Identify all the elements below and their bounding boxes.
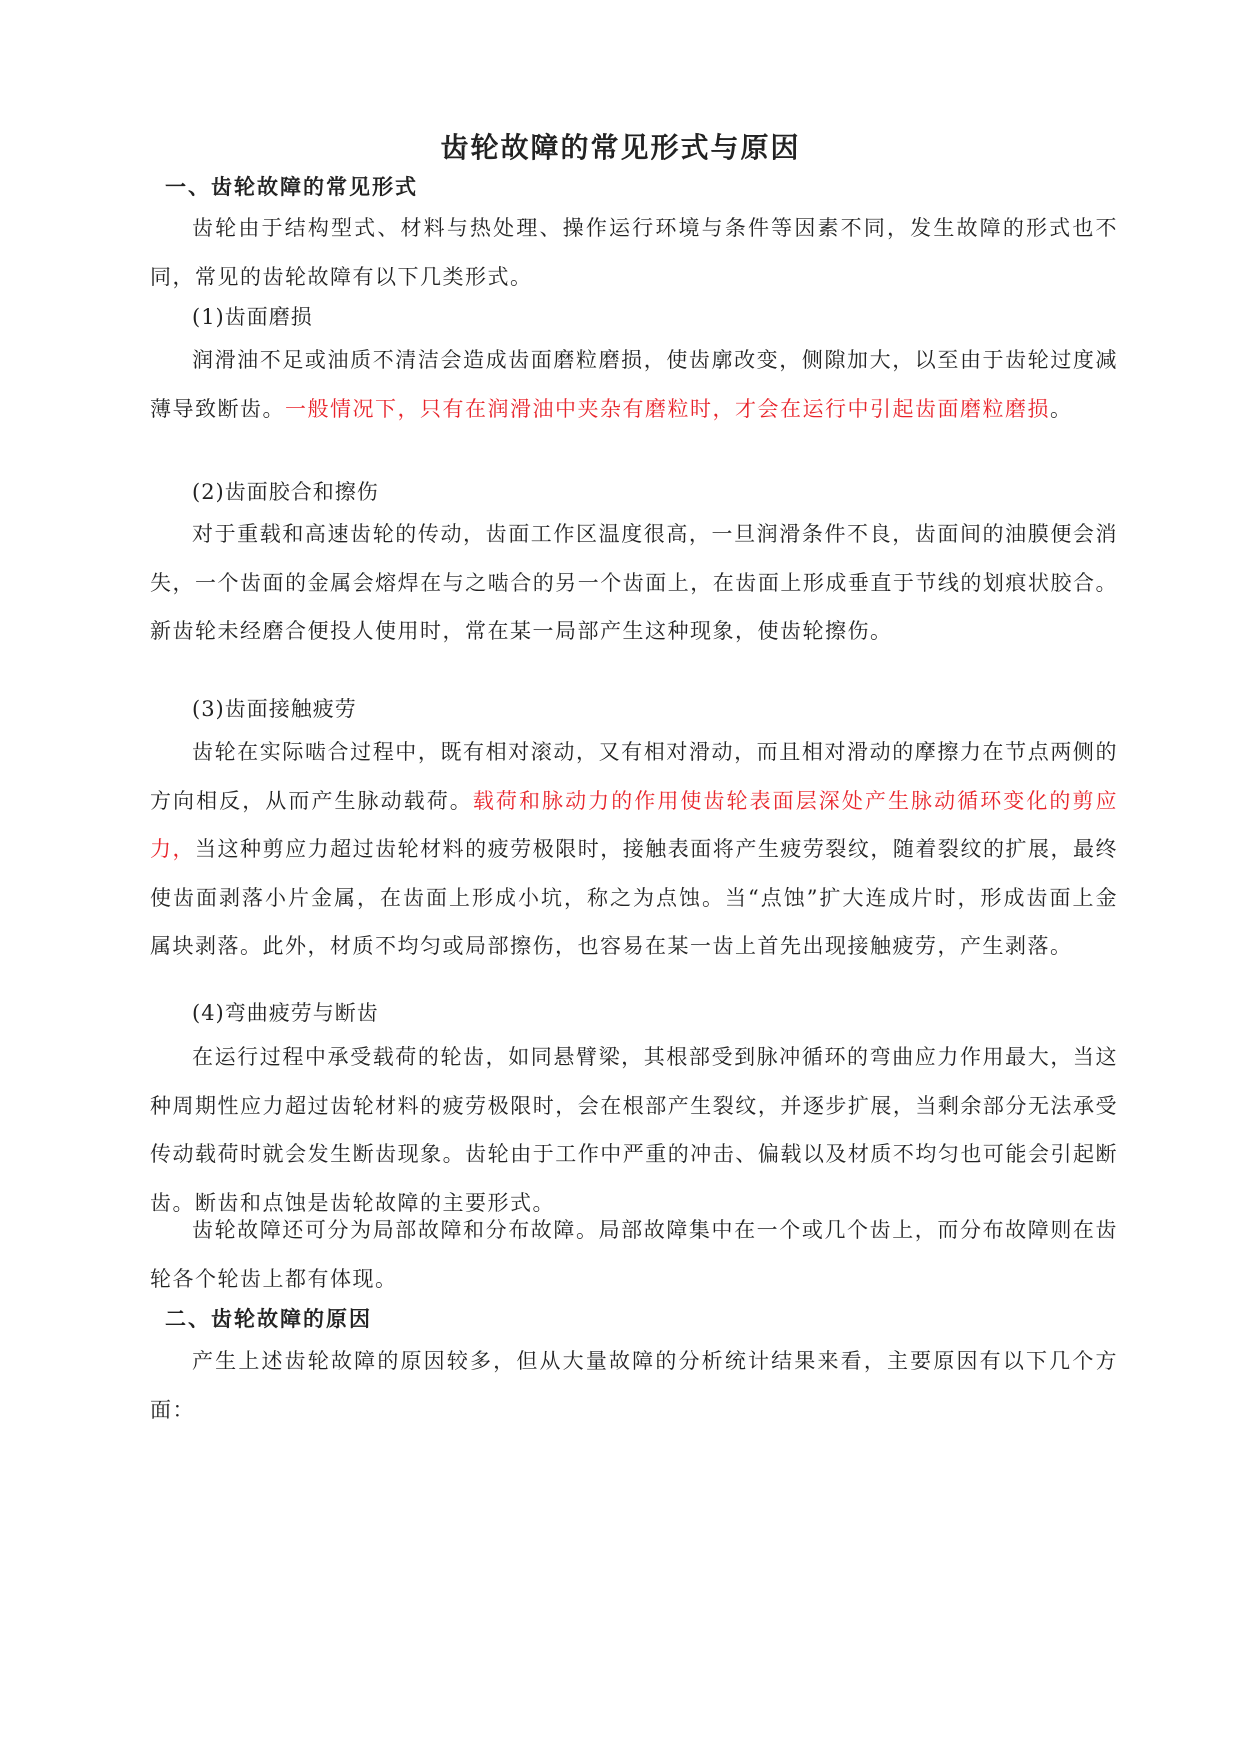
section1-intro: 齿轮由于结构型式、材料与热处理、操作运行环境与条件等因素不同，发生故障的形式也不同，常见的齿轮故障有以下几类形式。 — [150, 216, 1118, 289]
item1-end: 。 — [1050, 396, 1073, 421]
section-heading-1: 一、齿轮故障的常见形式 — [165, 174, 418, 199]
section1-summary: 齿轮故障还可分为局部故障和分布故障。局部故障集中在一个或几个齿上，而分布故障则在齿轮各个轮齿上都有体现。 — [150, 1218, 1118, 1291]
page-title: 齿轮故障的常见形式与原因 — [440, 131, 801, 164]
item4-label: (4)弯曲疲劳与断齿 — [192, 1001, 379, 1025]
section2-intro: 产生上述齿轮故障的原因较多，但从大量故障的分析统计结果来看，主要原因有以下几个方面： — [150, 1349, 1118, 1422]
item1-highlight: 一般情况下，只有在润滑油中夹杂有磨粒时，才会在运行中引起齿面磨粒磨损 — [285, 396, 1050, 421]
item2-paragraph: 对于重载和高速齿轮的传动，齿面工作区温度很高，一旦润滑条件不良，齿面间的油膜便会消失，一个齿面的金属会熔焊在与之啮合的另一个齿面上，在齿面上形成垂直于节线的划痕状胶合。新齿轮未经磨合便投人使用时，常在某一局部产生这种现象，使齿轮擦伤。 — [150, 522, 1118, 643]
item1-text: 润滑油不足或油质不清洁会造成齿面磨粒磨损，使齿廓改变，侧隙加大，以至由于齿轮过度减薄导致断齿。 — [150, 348, 1118, 421]
item1-label: (1)齿面磨损 — [192, 305, 313, 329]
item1-paragraph — [150, 336, 1118, 433]
item4-paragraph: 在运行过程中承受载荷的轮齿，如同悬臂梁，其根部受到脉冲循环的弯曲应力作用最大，当这种周期性应力超过齿轮材料的疲劳极限时，会在根部产生裂纹，并逐步扩展，当剩余部分无法承受传动载荷时就会发生断齿现象。齿轮由于工作中严重的冲击、偏载以及材质不均匀也可能会引起断齿。断齿和点蚀是齿轮故障的主要形式。 — [150, 1045, 1118, 1215]
item3-label: (3)齿面接触疲劳 — [192, 697, 357, 721]
item3-text-after: 当这种剪应力超过齿轮材料的疲劳极限时，接触表面将产生疲劳裂纹，随着裂纹的扩展，最终使齿面剥落小片金属，在齿面上形成小坑，称之为点蚀。当“点蚀”扩大连成片时，形成齿面上金属块剥落。此外，材质不均匀或局部擦伤，也容易在某一齿上首先出现接触疲劳，产生剥落。 — [150, 837, 1119, 958]
section-heading-2: 二、齿轮故障的原因 — [165, 1306, 372, 1331]
item2-label: (2)齿面胶合和擦伤 — [192, 480, 379, 504]
item3-text-before: 齿轮在实际啮合过程中，既有相对滚动，又有相对滑动，而且相对滑动的摩擦力在节点两侧的方向相反，从而产生脉动载荷。 — [150, 740, 1118, 813]
item3-paragraph — [150, 728, 1118, 971]
item3-highlight: 载荷和脉动力的作用使齿轮表面层深处产生脉动循环变化的剪应力， — [150, 788, 1119, 861]
